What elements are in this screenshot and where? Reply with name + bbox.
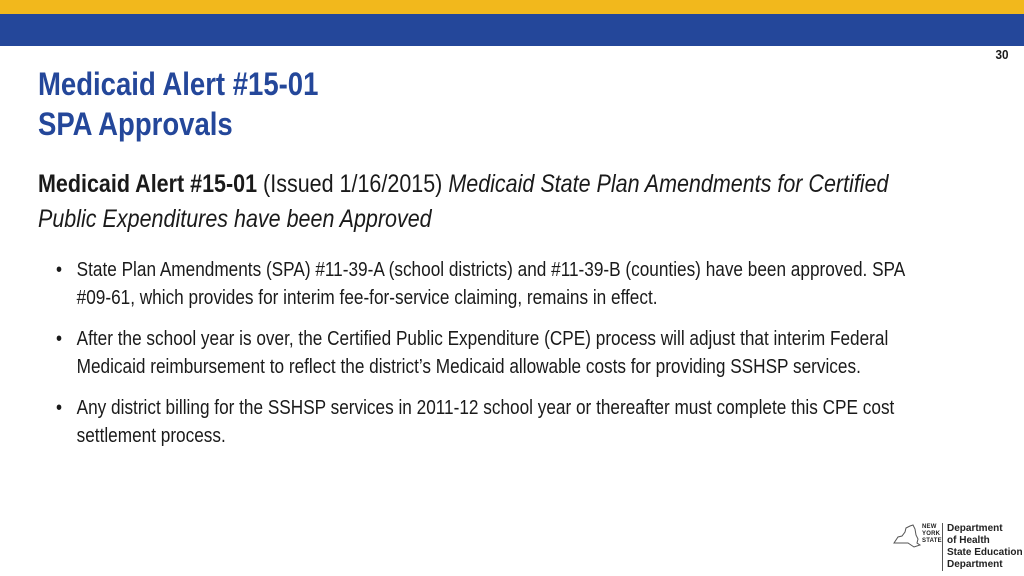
bullet-item <box>56 325 933 381</box>
bullet-item <box>56 256 933 312</box>
bullet-text: State Plan Amendments (SPA) #11-39-A (school districts) and #11-39-B (counties) have been approved. SPA #09-61, which provides for interim fee-for-service claiming, remains in effect. <box>76 259 905 309</box>
slide-title <box>38 64 640 144</box>
nys-word-new: NEW <box>922 524 937 530</box>
bullet-text: Any district billing for the SSHSP services in 2011-12 school year or thereafter must complete this CPE cost settlement process. <box>76 397 895 447</box>
alert-number: Medicaid Alert #15-01 <box>38 170 258 198</box>
page-number: 30 <box>994 47 1008 62</box>
department-names <box>947 523 1023 571</box>
bullet-text: After the school year is over, the Certified Public Expenditure (CPE) process will adjust that interim Federal Medicaid reimbursement to reflect the district’s Medicaid allowable costs for providing SSHSP services. <box>76 328 889 378</box>
bullet-item <box>56 394 933 450</box>
new-york-state-outline-icon <box>892 523 922 549</box>
logo-divider <box>942 523 943 571</box>
dept-line-4: Department <box>947 559 1003 570</box>
slide-title-line-1: Medicaid Alert #15-01 <box>38 66 319 102</box>
slide-title-line-2: SPA Approvals <box>38 106 233 142</box>
nys-word-state: STATE <box>922 538 942 544</box>
bullet-glyph: • <box>56 328 63 350</box>
nys-wordmark <box>922 524 942 545</box>
nys-word-york: YORK <box>922 531 941 537</box>
bullet-list <box>56 256 933 463</box>
dept-line-1: Department <box>947 523 1003 534</box>
bullet-glyph: • <box>56 397 63 419</box>
top-blue-bar <box>0 14 1024 46</box>
alert-subject: Medicaid State Plan Amendments for Certified Public Expenditures have been Approved <box>38 170 889 233</box>
nys-department-logo <box>892 521 1024 576</box>
dept-line-2: of Health <box>947 535 990 546</box>
dept-line-3: State Education <box>947 547 1023 558</box>
alert-subheading <box>38 167 915 237</box>
bullet-glyph: • <box>56 259 63 281</box>
alert-issued-date: (Issued 1/16/2015) <box>257 170 449 198</box>
top-gold-bar <box>0 0 1024 14</box>
